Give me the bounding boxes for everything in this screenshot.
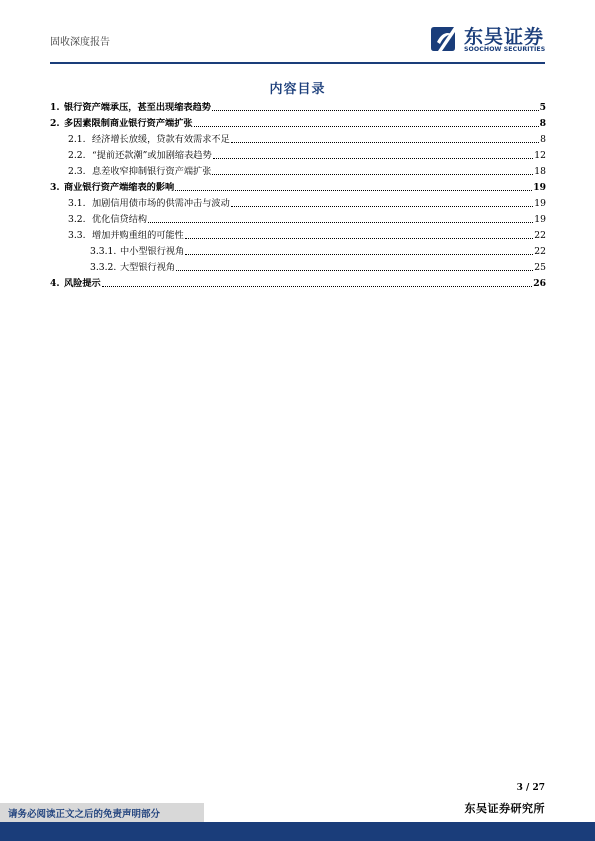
toc-entry[interactable] (50, 276, 546, 290)
toc-entry-text: 大型银行视角 (120, 262, 176, 273)
toc-entry-number: 2.1. (68, 134, 86, 145)
toc-leader-dots (148, 222, 533, 223)
toc-entry-text: 优化信贷结构 (92, 214, 148, 225)
toc-entry-number: 2.3. (68, 166, 86, 177)
header-divider (50, 62, 545, 64)
toc-entry[interactable] (50, 116, 546, 130)
soochow-logo-icon (428, 24, 458, 54)
toc-leader-dots (212, 110, 539, 111)
toc-entry-number: 3.2. (68, 214, 86, 225)
toc-entry-page: 19 (533, 182, 546, 193)
toc-leader-dots (185, 254, 533, 255)
toc-entry-page: 8 (540, 134, 546, 145)
toc-entry-text: 加剧信用债市场的供需冲击与波动 (92, 198, 230, 209)
company-logo (428, 22, 558, 58)
toc-entry-number: 3.3.1. (90, 246, 117, 257)
toc-entry[interactable] (50, 132, 546, 146)
toc-leader-dots (185, 238, 533, 239)
toc-entry-page: 22 (534, 230, 546, 241)
toc-entry-text: 风险提示 (64, 278, 101, 289)
logo-chinese-name: 东吴证券 (464, 26, 545, 48)
toc-entry[interactable] (50, 180, 546, 194)
toc-entry[interactable] (50, 260, 546, 274)
page-number: 3 / 27 (516, 783, 545, 793)
toc-entry-text: 中小型银行视角 (120, 246, 185, 257)
footer-bar (0, 822, 595, 841)
toc-title: 内容目录 (269, 82, 326, 97)
toc-entry-number: 2.2. (68, 150, 86, 161)
toc-entry-number: 3.3. (68, 230, 86, 241)
toc-entry-text: “提前还款潮”或加剧缩表趋势 (92, 150, 212, 161)
toc-entry-number: 1. (50, 102, 60, 113)
toc-entry[interactable] (50, 244, 546, 258)
toc-entry[interactable] (50, 100, 546, 114)
toc-leader-dots (212, 174, 533, 175)
toc-entry-text: 息差收窄抑制银行资产端扩张 (92, 166, 212, 177)
toc-entry-text: 商业银行资产端缩表的影响 (64, 182, 175, 193)
toc-entry-page: 18 (534, 166, 546, 177)
toc-entry-page: 19 (534, 214, 546, 225)
toc-entry[interactable] (50, 212, 546, 226)
disclaimer-box (0, 803, 204, 822)
toc-leader-dots (176, 270, 533, 271)
toc-entry-text: 经济增长放缓，贷款有效需求不足 (92, 134, 230, 145)
toc-leader-dots (175, 190, 532, 191)
toc-entry-text: 多因素限制商业银行资产端扩张 (64, 118, 193, 129)
toc-leader-dots (231, 206, 533, 207)
toc-entry-page: 22 (534, 246, 546, 257)
toc-entry-page: 25 (534, 262, 546, 273)
toc-entry[interactable] (50, 148, 546, 162)
toc-entry-number: 4. (50, 278, 60, 289)
toc-entry-page: 26 (533, 278, 546, 289)
toc-leader-dots (102, 286, 532, 287)
toc-entry[interactable] (50, 228, 546, 242)
disclaimer-text: 请务必阅读正文之后的免责声明部分 (8, 809, 161, 820)
toc-entry-page: 19 (534, 198, 546, 209)
toc-leader-dots (194, 126, 539, 127)
toc-entry-number: 3. (50, 182, 60, 193)
institute-name: 东吴证券研究所 (464, 802, 545, 815)
toc-entry[interactable] (50, 196, 546, 210)
toc-entry-number: 3.3.2. (90, 262, 117, 273)
toc-entry-text: 银行资产端承压，甚至出现缩表趋势 (64, 102, 211, 113)
toc-entry-page: 5 (539, 102, 546, 113)
logo-english-name: SOOCHOW SECURITIES (464, 46, 546, 53)
toc-entry-page: 12 (534, 150, 546, 161)
toc-entry[interactable] (50, 164, 546, 178)
toc-entry-number: 3.1. (68, 198, 86, 209)
toc-entry-page: 8 (539, 118, 546, 129)
toc-leader-dots (231, 142, 539, 143)
toc-entry-number: 2. (50, 118, 60, 129)
report-type-label: 固收深度报告 (50, 37, 110, 48)
toc-entry-text: 增加并购重组的可能性 (92, 230, 184, 241)
toc-leader-dots (213, 158, 534, 159)
